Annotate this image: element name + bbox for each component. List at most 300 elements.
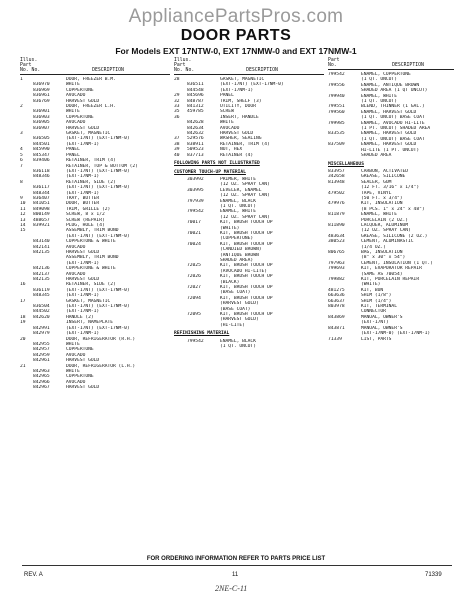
illus-number — [20, 385, 33, 390]
footer-rule — [22, 565, 452, 566]
part-description: (SAME AS 70054) — [361, 271, 403, 277]
part-number: 797963 — [328, 260, 345, 266]
part-description: ENAMEL, WHITE — [220, 209, 256, 215]
part-description: PLUG, HOLE (4) — [66, 222, 105, 228]
part-number: 303992 — [187, 176, 204, 182]
part-number: 842634 — [187, 125, 204, 131]
part-number — [328, 153, 361, 158]
illus-number: 28 — [174, 77, 180, 82]
part-number: 841051 — [33, 201, 50, 207]
part-description: BLEND, THINNER (1 GAL.) — [361, 104, 425, 110]
part-description: (EXT-17NT) (EXT-17NM-0) — [66, 233, 130, 239]
part-description: (12 OZ. SPRAY CAN) — [220, 214, 270, 220]
part-description: HARVEST GOLD — [66, 358, 100, 364]
part-description: KIT, INSULATION — [361, 201, 403, 207]
part-number: 799542 — [328, 72, 345, 77]
part-description: KIT, BRUSH TOUCH UP — [220, 241, 273, 247]
part-number: 799985 — [328, 120, 345, 126]
part-description: (EXT-17NM-1) — [66, 141, 100, 147]
part-description: ENAMEL, HARVEST GOLD — [361, 109, 417, 115]
part-description: (12 OZ. SPRAY CAN) — [220, 182, 270, 188]
part-number: 841312 — [187, 104, 204, 110]
part-number: 799542 — [187, 338, 204, 344]
parts-list-1 — [20, 77, 170, 391]
part-number: 488657 — [33, 217, 50, 223]
part-description: ENAMEL, ANTIQUE BROWN — [361, 82, 420, 88]
part-number: 845696 — [187, 93, 204, 99]
part-number: 529576 — [187, 136, 204, 142]
part-number: 842955 — [33, 341, 50, 347]
part-description: DOOR, FREEZER L.H. — [66, 104, 116, 110]
part-number: 70024 — [187, 241, 201, 247]
part-description: RETAINER, TRIM (4) — [220, 141, 270, 147]
part-description: (1/4 OZ.) — [361, 244, 386, 250]
ordering-note: FOR ORDERING INFORMATION REFER TO PARTS PRICE LIST — [146, 556, 326, 562]
part-description: (EXT-17NT) (EXT-17NM-0) — [66, 168, 130, 174]
part-description: KIT, BRUSH TOUCH UP — [220, 220, 273, 226]
part-number: 842967 — [33, 385, 50, 391]
part-number: 836117 — [33, 185, 50, 191]
part-description: (1 PT. UNCUT) SHADED AREA — [361, 126, 431, 132]
table-row — [174, 323, 324, 328]
illus-number: 3 — [20, 131, 23, 137]
part-number: 72025 — [187, 263, 201, 269]
part-description: ENAMEL, AVOCADO HI-LITE — [361, 120, 425, 126]
part-description: ENAMEL, HARVEST GOLD — [361, 142, 417, 148]
illus-number: 37 — [174, 136, 180, 142]
part-description: HARVEST GOLD — [220, 131, 254, 137]
part-number: 842136 — [33, 266, 50, 272]
part-description: (EXT-17NM-0) (EXT-17NM-1) — [361, 331, 431, 337]
illus-number: 11 — [20, 206, 26, 212]
part-number: 842979 — [33, 331, 50, 337]
part-number: 481275 — [328, 287, 345, 293]
part-description: GASKET, MAGNETIC — [66, 298, 111, 304]
part-number: 836901 — [33, 109, 50, 115]
part-description: SCREW (REPAIR) — [66, 217, 105, 223]
parts-list-touch-up — [174, 177, 324, 328]
illus-number: 36 — [174, 114, 180, 120]
part-description: (EXT-17NM-1) — [66, 309, 100, 315]
part-description: GREASE, SILICONE — [361, 174, 406, 180]
part-number: 72094 — [187, 295, 201, 301]
part-number: 836769 — [33, 98, 50, 104]
part-number: 800149 — [33, 212, 50, 218]
part-description: AVOCADO — [66, 120, 86, 126]
part-description: (1 QT. UNCUT) — [361, 99, 397, 105]
part-description: MANUAL, OWNER'S — [361, 325, 403, 331]
part-description: WHITE — [220, 120, 234, 126]
part-number: 843140 — [33, 239, 50, 245]
part-description: (WHITE) — [220, 225, 240, 231]
part-description: AVOCADO — [220, 125, 240, 131]
part-description: LIST, PARTS — [361, 336, 392, 342]
part-number: 799551 — [328, 104, 345, 110]
part-description: LACQUER, ALUMINUM — [361, 222, 409, 228]
part-description: MANUAL, OWNER'S — [361, 314, 403, 320]
illus-number: 21 — [20, 363, 26, 369]
part-number: 848346 — [33, 174, 50, 180]
part-number: 797939 — [187, 198, 204, 204]
part-description: KIT, BRUSH TOUCH UP — [220, 295, 273, 301]
illus-number — [174, 323, 187, 328]
part-number: 848345 — [33, 293, 50, 299]
part-number: 342658 — [328, 174, 345, 180]
header-illus: Illus. Part — [20, 58, 38, 68]
part-description: WHITE — [66, 341, 80, 347]
illus-number: 29 — [174, 93, 180, 99]
section-heading-refinishing: REFINISHING MATERIAL — [174, 331, 230, 337]
header-part-no: No. — [328, 63, 337, 68]
part-description: RETAINER, TRIM (4) — [66, 158, 116, 164]
part-description: (EXT-17NT) (EXT-17NM-0) — [220, 82, 284, 88]
part-number: 849098 — [33, 206, 50, 212]
part-number: 663637 — [328, 298, 345, 304]
part-number: 836407 — [33, 195, 50, 201]
part-description: COPPERTONE — [66, 114, 94, 120]
column-header — [174, 58, 324, 75]
part-description: KIT, TERMINAL — [361, 304, 397, 310]
part-number: 479976 — [328, 201, 345, 207]
part-number: 842963 — [33, 368, 50, 374]
part-number: 843869 — [328, 314, 345, 320]
part-description: HI-LITE (1 PT. UNCUT) — [361, 147, 420, 153]
illus-number: 38 — [174, 141, 180, 147]
part-number: 837713 — [187, 152, 204, 158]
column-header — [20, 58, 170, 75]
part-description: GREASE, SILICONE (2 OZ.) — [361, 233, 428, 239]
part-number: 836907 — [33, 125, 50, 131]
part-description: PANEL — [220, 93, 234, 99]
part-description: TRIM, GRILLE (2) — [66, 206, 111, 212]
part-description: PANEL — [66, 147, 80, 153]
part-description: (HI-LITE) — [220, 322, 245, 328]
part-description: (CANDIED BROWN) — [220, 247, 262, 253]
illus-number: 33 — [174, 104, 180, 110]
illus-number — [174, 344, 187, 349]
part-description: (EXT-17NT) (EXT-17NM-0) — [66, 304, 130, 310]
header-description: DESCRIPTION — [246, 68, 278, 73]
part-number: 845990 — [33, 147, 50, 153]
part-description: CONNECTOR — [361, 309, 386, 315]
part-number: 380523 — [328, 239, 345, 245]
part-description: (EXT-17NM-1) — [66, 174, 100, 180]
part-number: 836903 — [33, 114, 50, 120]
part-description: (50 FT. x 3/4") — [361, 195, 403, 201]
part-number: 842632 — [187, 131, 204, 137]
part-description: (HARVEST GOLD) — [220, 301, 259, 307]
part-number: 803978 — [328, 304, 345, 310]
part-description: HANDLE (2) — [66, 314, 94, 320]
part-number: 842959 — [33, 352, 50, 358]
part-number: 70021 — [187, 230, 201, 236]
illus-number: 12 — [20, 212, 26, 218]
part-description: (EXT-17NM-1) — [66, 293, 100, 299]
header-part: Part — [328, 58, 340, 63]
part-description: SHADED AREA) — [220, 258, 254, 263]
illus-number: 17 — [20, 298, 26, 304]
part-description: (EXT-17NT) (EXT-17NM-0) — [66, 136, 130, 142]
part-description: PRIMER, WHITE — [220, 176, 256, 182]
part-number: 799693 — [328, 266, 345, 272]
part-description: (EXT-17NT) (EXT-17NM-0) — [66, 287, 130, 293]
part-description: CEMENT, INSULATION (1 QT.) — [361, 260, 433, 266]
page-subtitle: For Models EXT 17NTW-0, EXT 17NMW-0 and EXT 17NMW-1 — [115, 46, 357, 56]
part-description: (EXT-17NT) (EXT-17NM-0) — [66, 185, 130, 191]
illus-number: 18 — [20, 314, 26, 320]
illus-number: 39 — [174, 147, 180, 153]
part-description: (12 FT. 3/16" x 1/4") — [361, 185, 420, 191]
illus-number: 10 — [20, 201, 26, 207]
illus-number: 40 — [174, 152, 180, 158]
part-description: COPPERTONE — [66, 374, 94, 380]
part-description: COPPERTONE & WHITE — [66, 239, 116, 245]
illus-number: 32 — [174, 98, 180, 104]
parts-list-3 — [328, 72, 454, 159]
part-number: 799940 — [328, 93, 345, 99]
part-description: ENAMEL, WHITE — [361, 212, 397, 218]
part-description: NUT, HEX — [220, 147, 243, 153]
part-description: SCREW, 8 x 1/2 — [66, 212, 105, 218]
part-description: (8 PCS. 1" x 24" x 48") — [361, 206, 425, 212]
part-description: KIT, BRUSH TOUCH UP — [220, 263, 273, 269]
parts-list-2 — [174, 77, 324, 158]
part-description: ENAMEL, WHITE — [361, 93, 397, 99]
part-description: KIT, PORCELAIN REPAIR — [361, 277, 420, 283]
illus-number: 1 — [20, 77, 23, 82]
part-description: (EXT-17NT) — [361, 320, 389, 326]
part-number: 837509 — [328, 142, 345, 148]
part-number: 483634 — [328, 233, 345, 239]
part-description: INSERT, HANDLE — [220, 114, 259, 120]
part-description: (WHITE) — [361, 282, 381, 288]
part-description: WHITE — [66, 368, 80, 374]
part-description: RETAINER, SIDE (2) — [66, 179, 116, 185]
part-description: (ANTIQUE BROWN — [220, 252, 259, 258]
part-description: (EXT-17NM-1) — [220, 87, 254, 93]
part-number: 844502 — [33, 309, 50, 315]
part-description: (12 OZ. SPRAY CAN) — [361, 228, 411, 234]
part-number: 848344 — [33, 190, 50, 196]
table-row — [174, 344, 324, 349]
section-heading-touch-up: CUSTOMER TOUCH-UP MATERIAL — [174, 169, 246, 175]
part-description: DOOR, FREEZER B.M. — [66, 77, 116, 82]
part-description: ENAMEL, COPPERTONE — [361, 72, 411, 77]
part-description: TRIM, SHELF (3) — [220, 98, 262, 104]
part-description: HARVEST GOLD — [66, 385, 100, 391]
part-description: INSERT, NAMEPLATE — [66, 320, 114, 326]
table-row — [328, 153, 454, 158]
part-number: 813948 — [328, 179, 345, 185]
part-number: 842141 — [33, 244, 50, 250]
part-number: 799560 — [328, 109, 345, 115]
part-description: ENAMEL, BLACK — [220, 338, 256, 344]
part-description: (BASE COAT) — [220, 290, 251, 296]
part-number — [187, 323, 220, 328]
part-number: 836970 — [33, 82, 50, 88]
part-number: 459785 — [187, 109, 204, 115]
header-description: DESCRIPTION — [392, 63, 424, 68]
document-number: 71339 — [425, 572, 442, 578]
part-number: 833957 — [328, 168, 345, 174]
part-description: (1 QT. UNCUT) BASE COAT — [361, 115, 425, 121]
part-description: SCREW — [220, 109, 234, 115]
table-row — [174, 153, 324, 158]
part-description: WHITE — [66, 109, 80, 115]
part-description: KIT, BRUSH TOUCH UP — [220, 274, 273, 280]
part-number: 479502 — [328, 190, 345, 196]
illus-number: 20 — [20, 336, 26, 342]
part-description: RETAINER, SIDE (2) — [66, 282, 116, 288]
part-description: KIT, EVAPORATOR REPAIR — [361, 266, 422, 272]
page-title: DOOR PARTS — [180, 27, 292, 44]
part-description: RETAINER (4) — [220, 152, 254, 158]
part-description: ENAMEL, HARVEST GOLD — [361, 131, 417, 137]
illus-number: 15 — [20, 228, 26, 234]
part-number: 839921 — [33, 222, 50, 228]
part-description: WASHER, SEALING — [220, 136, 262, 142]
part-number: 842135 — [33, 277, 50, 283]
part-description: KIT, BRUSH TOUCH UP — [220, 230, 273, 236]
illus-number: 4 — [20, 147, 23, 153]
part-description: CEMENT, ALUMINASTIC — [361, 239, 414, 245]
part-number: 836905 — [33, 120, 50, 126]
part-number — [187, 344, 220, 349]
part-number: 799542 — [187, 209, 204, 215]
handwritten-note: 2NE-C-11 — [215, 584, 248, 593]
part-description: ASSEMBLY, TRIM BOND — [66, 255, 119, 261]
part-number: 842628 — [187, 120, 204, 126]
part-description: RETAINER, TOP & BOTTOM (2) — [66, 163, 138, 169]
illus-number: 2 — [20, 104, 23, 110]
part-number: 836511 — [187, 82, 204, 88]
part-number: 799882 — [328, 277, 345, 283]
part-description: (1 QT. UNCUT) — [361, 77, 397, 83]
part-description: (BLACK) — [220, 279, 240, 285]
part-description: SEALER, GUM — [361, 179, 392, 185]
parts-column-3 — [328, 58, 454, 342]
part-description: KIT, BRUSH TOUCH UP — [220, 285, 273, 291]
part-description: DOOR, REFRIGERATOR (L.H.) — [66, 363, 136, 369]
part-description: COPPERTONE — [66, 87, 94, 93]
part-description: (EXT-17NM-1) — [66, 331, 100, 337]
part-number: 836118 — [33, 168, 50, 174]
part-number: 842957 — [33, 347, 50, 353]
part-description: (AVOCADO HI-LITE) — [220, 268, 268, 274]
illus-number: 35 — [174, 109, 180, 115]
part-number: 842135 — [33, 250, 50, 255]
part-description: BAG, INSULATION — [361, 250, 403, 255]
header-illus: Illus. Part — [174, 58, 192, 68]
watermark: AppliancePartsPros.com — [128, 6, 344, 27]
part-description: LEVELER, ENAMEL — [220, 187, 262, 193]
part-description: SHIM (1/8") — [361, 293, 392, 299]
part-number: 836119 — [33, 287, 50, 293]
part-number: 836504 — [33, 304, 50, 310]
part-description: DOOR, REFRIGERATOR (R.H.) — [66, 336, 136, 342]
illus-number: 13 — [20, 217, 26, 223]
part-number: 811890 — [328, 222, 345, 228]
page-number: 11 — [232, 572, 239, 578]
part-description: AVOCADO — [66, 352, 86, 358]
part-description: SHIM (1/4") — [361, 298, 392, 304]
section-heading-miscellaneous: MISCELLANEOUS — [328, 161, 364, 167]
part-number: 842965 — [33, 374, 50, 380]
illus-number: 8 — [20, 179, 23, 185]
part-description: (1 QT. UNCUT) — [220, 344, 256, 350]
part-number: 811879 — [328, 212, 345, 218]
header-description: DESCRIPTION — [92, 68, 124, 73]
part-number: 844501 — [33, 141, 50, 147]
part-number: 72095 — [187, 312, 201, 318]
column-header — [328, 58, 454, 70]
part-number: 838911 — [187, 141, 204, 147]
part-description: (BASE COAT) — [220, 306, 251, 312]
parts-list-miscellaneous — [328, 169, 454, 342]
part-description: GASKET, MAGNETIC — [220, 77, 265, 82]
part-description: KIT, BRUSH TOUCH UP — [220, 312, 273, 318]
part-number: 72027 — [187, 285, 201, 291]
part-description: HARVEST GOLD — [66, 250, 100, 255]
part-number: 71339 — [328, 336, 342, 342]
part-description: (EXT-17NM-1) — [66, 190, 100, 196]
part-description: COPPERTONE — [66, 347, 94, 353]
part-description: (8" x 30" x 54") — [361, 255, 406, 261]
part-description: SHADED AREA (1 QT UNCUT) — [361, 88, 428, 94]
part-number: 836505 — [33, 136, 50, 142]
part-description: ENAMEL, BLACK — [220, 198, 256, 204]
parts-list-refinishing — [174, 339, 324, 350]
part-description: GASKET, MAGNETIC — [66, 131, 111, 137]
part-number: 303995 — [187, 187, 204, 193]
illus-number: 14 — [20, 222, 26, 228]
part-number: 848787 — [187, 98, 204, 104]
part-description: UTILITY, DOOR — [220, 104, 256, 110]
part-description: AVOCADO — [66, 244, 86, 250]
part-number: 842137 — [33, 271, 50, 277]
part-number: 843871 — [328, 325, 345, 331]
part-description: HARVEST GOLD — [66, 125, 100, 131]
parts-column-2 — [174, 58, 324, 350]
illus-number: 9 — [20, 195, 23, 201]
parts-column-1 — [20, 58, 170, 391]
part-number: 663636 — [328, 293, 345, 299]
part-description: (1 QT. UNCUT) — [220, 203, 256, 209]
part-description: TRAY, BUTTER — [66, 195, 100, 201]
part-number: 833535 — [328, 131, 345, 137]
part-description: TAPE, VINYL — [361, 190, 392, 196]
part-description: KIT, BUN — [361, 287, 384, 293]
part-description: HARVEST GOLD — [66, 98, 100, 104]
part-number: 842991 — [33, 325, 50, 331]
part-number: 509523 — [187, 147, 204, 153]
part-description: HARVEST GOLD — [66, 277, 100, 283]
part-number: 845347 — [33, 152, 50, 158]
part-number: 836969 — [33, 87, 50, 93]
part-description: (HARVEST GOLD) — [220, 317, 259, 323]
part-description: SHADED AREA — [361, 153, 392, 159]
part-number: 806765 — [328, 250, 345, 255]
part-number: 799556 — [328, 82, 345, 88]
illus-number: 16 — [20, 282, 26, 288]
part-description: (EXT-17NM-1) — [66, 260, 100, 266]
illus-number: 5 — [20, 152, 23, 158]
part-description: PANEL — [66, 152, 80, 158]
table-row — [20, 385, 170, 390]
header-no: No. No. — [174, 68, 195, 73]
illus-number: 6 — [20, 158, 23, 164]
part-description: (COPPERTONE) — [220, 236, 254, 242]
